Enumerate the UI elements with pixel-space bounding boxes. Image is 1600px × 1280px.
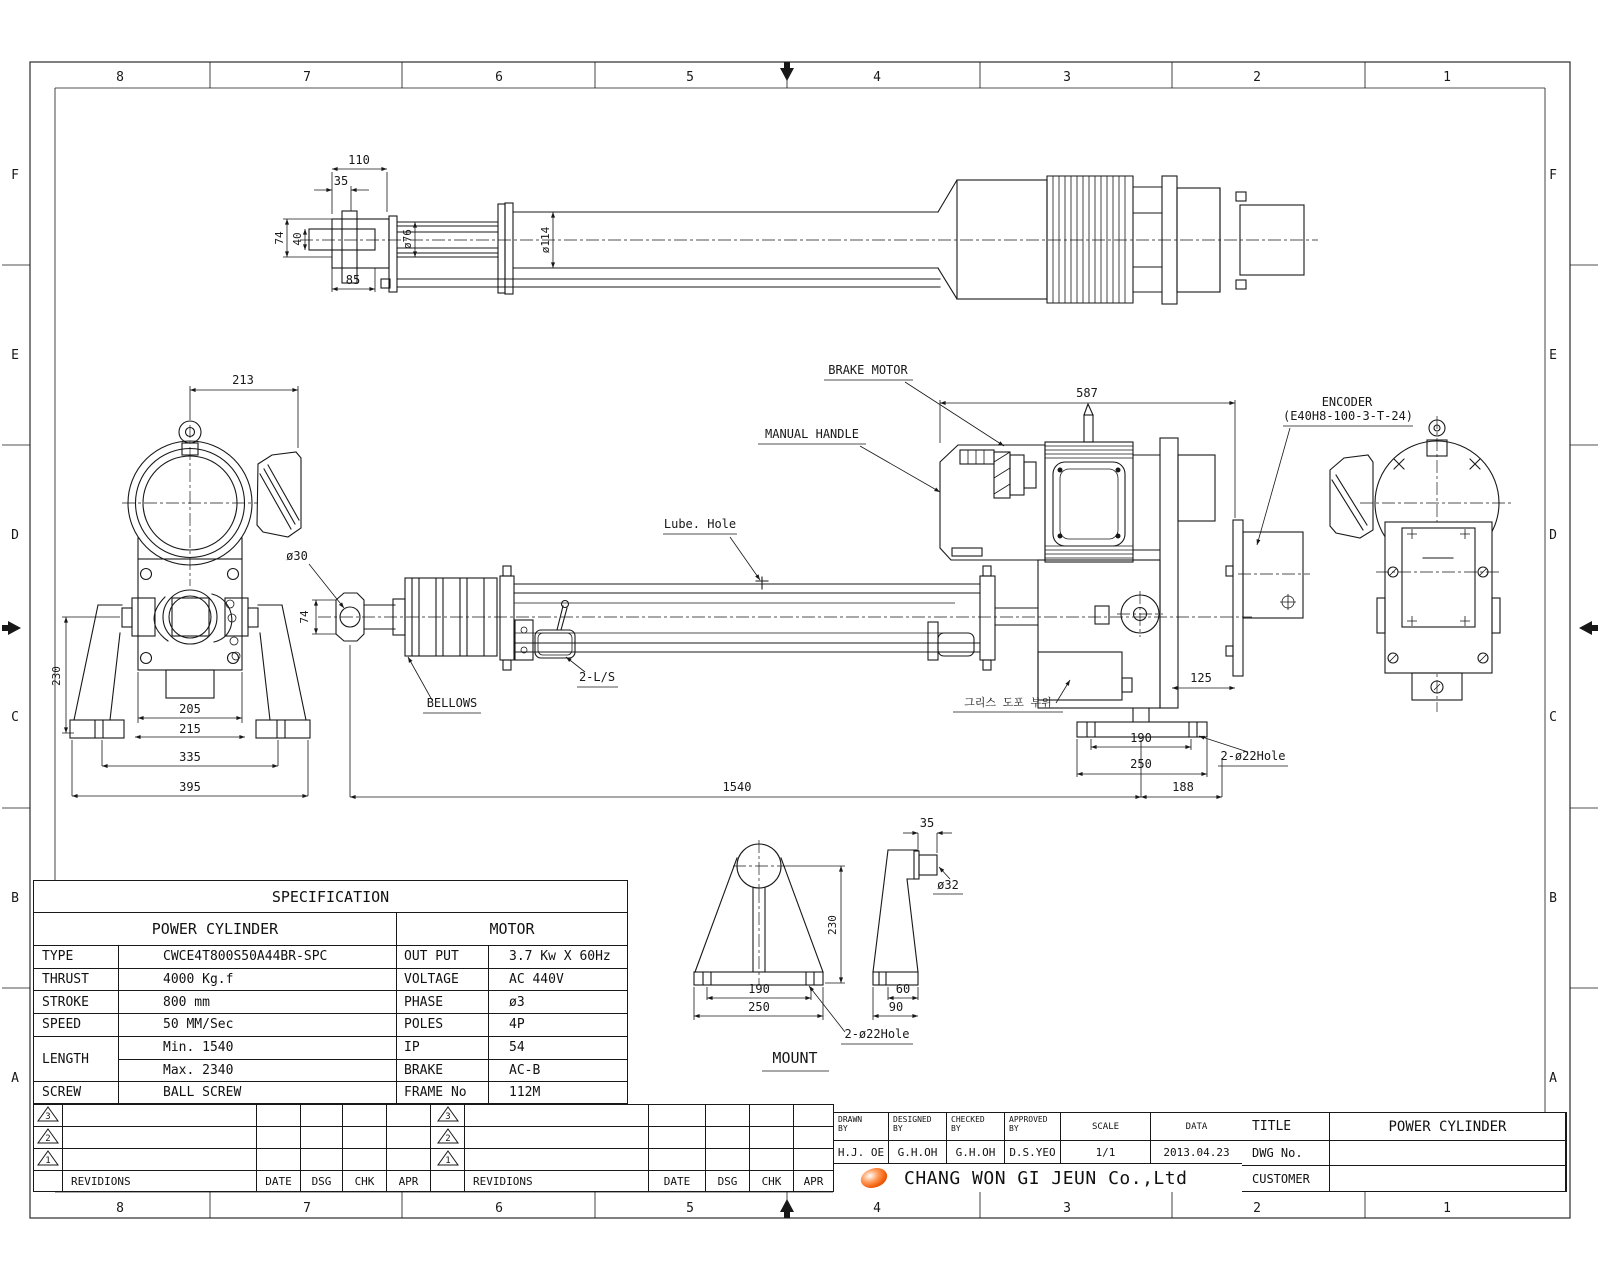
dim-d114: ø114 bbox=[539, 226, 552, 254]
spec-label: POLES bbox=[397, 1014, 489, 1037]
revision-desc bbox=[63, 1149, 257, 1171]
revision-mark-1 bbox=[431, 1149, 465, 1171]
spec-group-power-cylinder: POWER CYLINDER bbox=[34, 913, 397, 946]
zone-row-e-right: E bbox=[1549, 348, 1557, 363]
revision-mark-2 bbox=[431, 1127, 465, 1149]
dim-230-mount: 230 bbox=[826, 915, 839, 935]
scale-value: 1/1 bbox=[1061, 1141, 1150, 1163]
dim-335: 335 bbox=[179, 750, 201, 764]
spec-value: AC-B bbox=[489, 1059, 628, 1082]
label-2-ls: 2-L/S bbox=[578, 670, 616, 684]
zone-row-a-left: A bbox=[11, 1071, 19, 1086]
zone-row-f-left: F bbox=[11, 168, 19, 183]
spec-value: 54 bbox=[489, 1036, 628, 1059]
spec-label-length: LENGTH bbox=[34, 1036, 119, 1081]
spec-value: CWCE4T800S50A44BR-SPC bbox=[119, 946, 397, 969]
spec-title: SPECIFICATION bbox=[34, 881, 628, 913]
front-view-linework bbox=[70, 421, 310, 738]
revision-mark-3 bbox=[34, 1105, 63, 1127]
scale-label: SCALE bbox=[1061, 1113, 1150, 1140]
rear-view-linework bbox=[1330, 416, 1514, 712]
spec-label: VOLTAGE bbox=[397, 968, 489, 991]
revision-table-left bbox=[33, 1104, 430, 1192]
drawn-by-value: H.J. OE bbox=[834, 1141, 888, 1163]
company-logo bbox=[856, 1165, 892, 1191]
date-header: DATE bbox=[257, 1171, 301, 1192]
mount-detail-dimensions bbox=[694, 816, 963, 1071]
spec-row bbox=[34, 1082, 628, 1104]
svg-text:2: 2 bbox=[444, 1134, 451, 1144]
zone-col-5-top: 5 bbox=[686, 70, 694, 85]
dim-188: 188 bbox=[1172, 780, 1194, 794]
dim-90: 90 bbox=[888, 1000, 904, 1014]
label-encoder: ENCODER bbox=[1321, 395, 1373, 409]
dwg-no-label: DWG No. bbox=[1242, 1141, 1329, 1165]
spec-value: 4P bbox=[489, 1014, 628, 1037]
side-view-labels bbox=[286, 363, 1413, 766]
dim-35: 35 bbox=[333, 174, 349, 188]
svg-text:2: 2 bbox=[45, 1134, 51, 1144]
approved-by-value: D.S.YEO bbox=[1005, 1141, 1060, 1163]
spec-label: BRAKE bbox=[397, 1059, 489, 1082]
spec-value: Max. 2340 bbox=[119, 1059, 397, 1082]
title-block-approvals bbox=[833, 1112, 1242, 1192]
zone-col-3-bottom: 3 bbox=[1063, 1201, 1071, 1216]
revision-mark-1 bbox=[34, 1149, 63, 1171]
spec-label: PHASE bbox=[397, 991, 489, 1014]
fold-arrow-top bbox=[780, 62, 794, 81]
customer-value bbox=[1330, 1166, 1565, 1191]
revision-table-right bbox=[430, 1104, 833, 1192]
drawn-by-label: DRAWN BY bbox=[834, 1113, 888, 1140]
zone-col-3-top: 3 bbox=[1063, 70, 1071, 85]
fold-arrow-bottom bbox=[780, 1199, 794, 1218]
dim-40: 40 bbox=[291, 232, 304, 246]
zone-row-c-left: C bbox=[11, 710, 19, 725]
zone-row-d-right: D bbox=[1549, 528, 1557, 543]
dim-60: 60 bbox=[895, 982, 911, 996]
specification-table bbox=[33, 880, 627, 1104]
fold-arrow-right bbox=[1579, 621, 1598, 635]
data-value: 2013.04.23 bbox=[1151, 1141, 1242, 1163]
label-d30: ø30 bbox=[286, 549, 308, 563]
zone-row-b-left: B bbox=[11, 891, 19, 906]
zone-row-d-left: D bbox=[11, 528, 19, 543]
designed-by-value: G.H.OH bbox=[889, 1141, 946, 1163]
spec-value: 112M bbox=[489, 1082, 628, 1104]
zone-col-4-bottom: 4 bbox=[873, 1201, 881, 1216]
revision-desc bbox=[63, 1127, 257, 1149]
svg-text:3: 3 bbox=[444, 1112, 451, 1122]
zone-col-7-bottom: 7 bbox=[303, 1201, 311, 1216]
spec-row bbox=[34, 1059, 628, 1082]
spec-label: TYPE bbox=[34, 946, 119, 969]
zone-row-a-right: A bbox=[1549, 1071, 1557, 1086]
mount-title: MOUNT bbox=[772, 1049, 818, 1067]
zone-col-8-top: 8 bbox=[116, 70, 124, 85]
spec-value: 3.7 Kw X 60Hz bbox=[489, 946, 628, 969]
label-manual-handle: MANUAL HANDLE bbox=[765, 427, 859, 441]
checked-by-value: G.H.OH bbox=[947, 1141, 1004, 1163]
zone-col-7-top: 7 bbox=[303, 70, 311, 85]
dim-110: 110 bbox=[348, 153, 370, 167]
dim-230-front: 230 bbox=[50, 666, 63, 686]
dsg-header: DSG bbox=[706, 1171, 750, 1192]
label-brake-motor: BRAKE MOTOR bbox=[828, 363, 908, 377]
dim-213: 213 bbox=[232, 373, 254, 387]
spec-label: STROKE bbox=[34, 991, 119, 1014]
spec-label: SCREW bbox=[34, 1082, 119, 1104]
spec-value: AC 440V bbox=[489, 968, 628, 991]
dim-85: 85 bbox=[345, 273, 361, 287]
dsg-header: DSG bbox=[301, 1171, 343, 1192]
side-view-dimensions bbox=[350, 386, 1235, 797]
spec-value: 50 MM/Sec bbox=[119, 1014, 397, 1037]
revisions-header: REVIDIONS bbox=[63, 1171, 257, 1192]
dim-395: 395 bbox=[179, 780, 201, 794]
title-label: TITLE bbox=[1242, 1113, 1329, 1140]
label-encoder-model: (E40H8-100-3-T-24) bbox=[1282, 409, 1414, 423]
company-row bbox=[834, 1164, 1242, 1192]
revision-desc bbox=[465, 1105, 649, 1127]
zone-row-f-right: F bbox=[1549, 168, 1557, 183]
dim-74-top: 74 bbox=[273, 231, 286, 245]
spec-row bbox=[34, 946, 628, 969]
zone-col-1-top: 1 bbox=[1443, 70, 1451, 85]
revision-desc bbox=[465, 1127, 649, 1149]
label-korean-note: 그리스 도포 부위 bbox=[964, 696, 1052, 709]
dim-250-side: 250 bbox=[1130, 757, 1152, 771]
spec-label: FRAME No bbox=[397, 1082, 489, 1104]
revision-mark-2 bbox=[34, 1127, 63, 1149]
approved-by-label: APPROVED BY bbox=[1005, 1113, 1060, 1140]
spec-group-motor: MOTOR bbox=[397, 913, 628, 946]
label-2-d22hole-mount: 2-ø22Hole bbox=[844, 1027, 910, 1041]
spec-row bbox=[34, 1036, 628, 1059]
spec-value: Min. 1540 bbox=[119, 1036, 397, 1059]
dim-190-side: 190 bbox=[1130, 731, 1152, 745]
zone-col-4-top: 4 bbox=[873, 70, 881, 85]
data-label: DATA bbox=[1151, 1113, 1242, 1140]
svg-text:1: 1 bbox=[444, 1156, 451, 1166]
revision-mark-3 bbox=[431, 1105, 465, 1127]
spec-value: 4000 Kg.f bbox=[119, 968, 397, 991]
fold-arrow-left bbox=[2, 621, 21, 635]
revision-desc bbox=[465, 1149, 649, 1171]
spec-row bbox=[34, 968, 628, 991]
zone-col-6-bottom: 6 bbox=[495, 1201, 503, 1216]
front-view-dimensions bbox=[50, 373, 308, 796]
side-view-linework bbox=[318, 404, 1310, 737]
chk-header: CHK bbox=[343, 1171, 387, 1192]
customer-label: CUSTOMER bbox=[1242, 1166, 1329, 1191]
svg-text:1: 1 bbox=[45, 1156, 51, 1166]
company-name: CHANG WON GI JEUN Co.,Ltd bbox=[904, 1167, 1188, 1189]
spec-row bbox=[34, 1014, 628, 1037]
dim-250-mount: 250 bbox=[748, 1000, 770, 1014]
dim-d76: ø76 bbox=[401, 229, 414, 249]
zone-col-1-bottom: 1 bbox=[1443, 1201, 1451, 1216]
zone-row-b-right: B bbox=[1549, 891, 1557, 906]
spec-value: 800 mm bbox=[119, 991, 397, 1014]
spec-value: ø3 bbox=[489, 991, 628, 1014]
zone-col-2-top: 2 bbox=[1253, 70, 1261, 85]
spec-label: THRUST bbox=[34, 968, 119, 991]
date-header: DATE bbox=[649, 1171, 706, 1192]
revision-desc bbox=[63, 1105, 257, 1127]
spec-value: BALL SCREW bbox=[119, 1082, 397, 1104]
dim-205: 205 bbox=[179, 702, 201, 716]
dim-1540: 1540 bbox=[722, 780, 752, 794]
spec-row bbox=[34, 991, 628, 1014]
dim-215: 215 bbox=[179, 722, 201, 736]
designed-by-label: DESIGNED BY bbox=[889, 1113, 946, 1140]
spec-label: OUT PUT bbox=[397, 946, 489, 969]
dim-d32: ø32 bbox=[937, 878, 959, 892]
dim-190-mount: 190 bbox=[748, 982, 770, 996]
title-value: POWER CYLINDER bbox=[1330, 1113, 1565, 1140]
top-view-linework bbox=[300, 176, 1318, 304]
dwg-no-value bbox=[1330, 1141, 1565, 1165]
zone-col-5-bottom: 5 bbox=[686, 1201, 694, 1216]
spec-label: IP bbox=[397, 1036, 489, 1059]
revisions-header: REVIDIONS bbox=[465, 1171, 649, 1192]
title-block bbox=[833, 1112, 1567, 1192]
dim-587: 587 bbox=[1076, 386, 1098, 400]
zone-col-8-bottom: 8 bbox=[116, 1201, 124, 1216]
zone-row-c-right: C bbox=[1549, 710, 1557, 725]
label-lube-hole: Lube. Hole bbox=[663, 517, 737, 531]
title-block-title-section bbox=[1242, 1112, 1567, 1192]
apr-header: APR bbox=[794, 1171, 834, 1192]
svg-text:3: 3 bbox=[45, 1112, 51, 1122]
label-2-d22hole-main: 2-ø22Hole bbox=[1220, 749, 1286, 763]
dim-35-mount: 35 bbox=[919, 816, 935, 830]
checked-by-label: CHECKED BY bbox=[947, 1113, 1004, 1140]
apr-header: APR bbox=[387, 1171, 431, 1192]
mount-detail-linework bbox=[694, 840, 937, 985]
dim-125: 125 bbox=[1190, 671, 1212, 685]
zone-row-e-left: E bbox=[11, 348, 19, 363]
zone-col-2-bottom: 2 bbox=[1253, 1201, 1261, 1216]
label-bellows: BELLOWS bbox=[426, 696, 478, 710]
zone-col-6-top: 6 bbox=[495, 70, 503, 85]
spec-label: SPEED bbox=[34, 1014, 119, 1037]
chk-header: CHK bbox=[750, 1171, 794, 1192]
dim-74-rodend: 74 bbox=[298, 610, 311, 624]
